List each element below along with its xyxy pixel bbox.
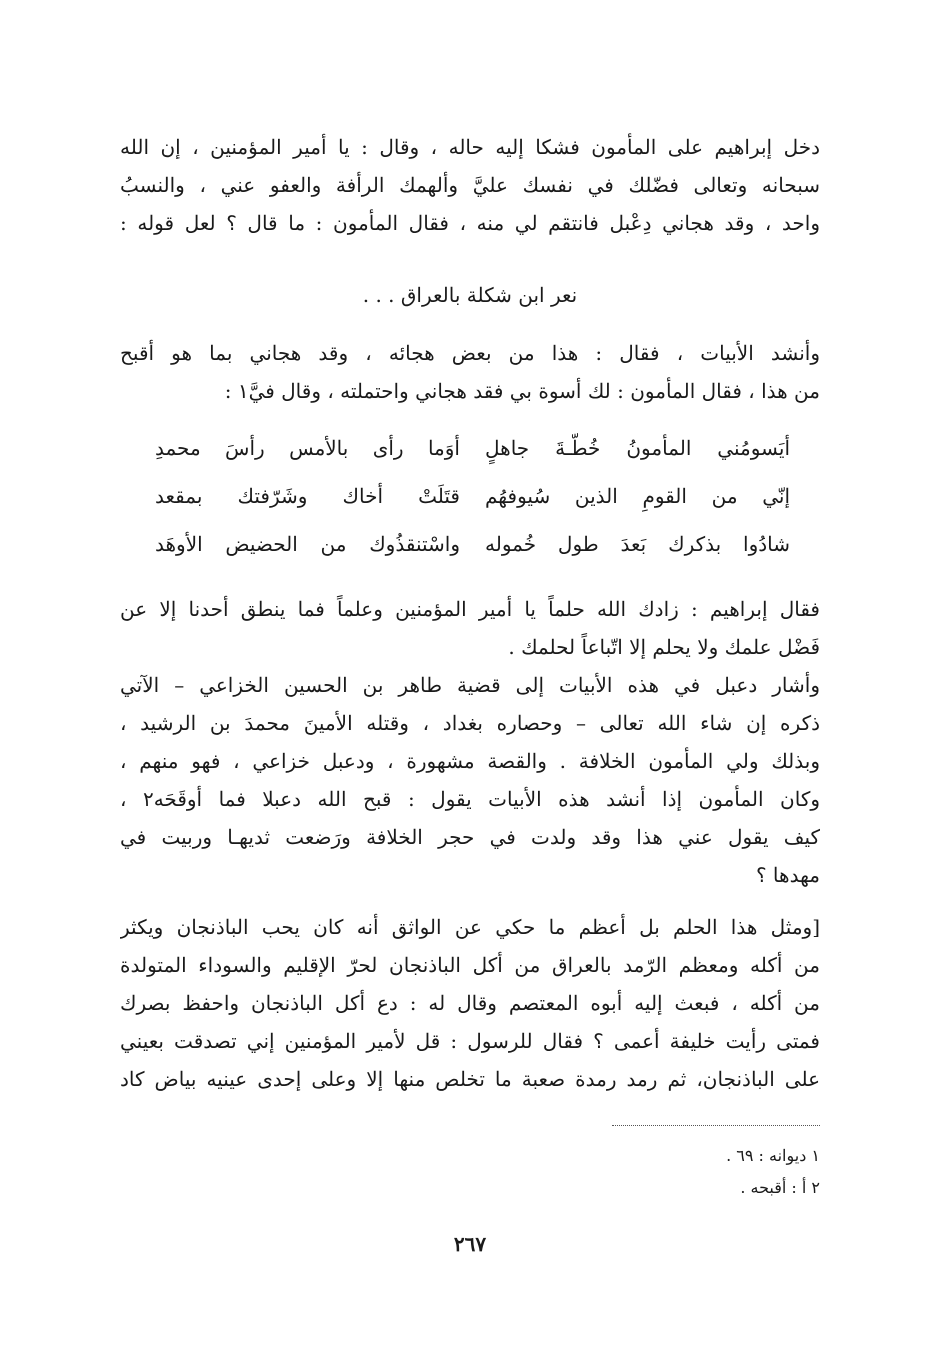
footnote-divider	[612, 1125, 820, 1126]
verse-second-hemistich: أوَما رأى بالأمس رأسَ محمدِ	[155, 436, 460, 460]
verse-second-hemistich: واسْتنقذُوك من الحضيض الأوهَد	[155, 532, 460, 556]
text-line: مهدها ؟	[755, 863, 820, 887]
text-line: فقال إبراهيم : زادك الله حلماً يا أمير المؤمنين وعلماً فما ينطق أحدنا إلا عن	[120, 597, 820, 621]
verse-first-hemistich: شادُوا بذكرك بَعدَ طول خُموله	[485, 532, 790, 556]
paragraph-5	[120, 908, 820, 1098]
text-line: من أكله ، فبعث إليه أبوه المعتصم وقال له : دع أكل الباذنجان واحفظ بصرك	[120, 991, 820, 1015]
verse-first-hemistich: أيَسومُني المأمونُ خُطّـةَ جاهلٍ	[485, 436, 790, 460]
text-line: وبذلك ولي المأمون الخلافة . والقصة مشهورة ، ودعبل خزاعي ، فهو منهم ،	[120, 749, 820, 773]
text-line: دخل إبراهيم على المأمون فشكا إليه حاله ، وقال : يا أمير المؤمنين ، إن الله	[120, 135, 820, 159]
text-line: فمتى رأيت خليفة أعمى ؟ فقال للرسول : قل لأمير المؤمنين إني تصدقت بعيني	[120, 1029, 820, 1053]
text-line: من أكله ومعظم الرّمد بالعراق من أكل الباذنجان لحرّ الإقليم والسوداء المتولدة	[120, 953, 820, 977]
verse-line	[155, 520, 790, 568]
quoted-hemistich: نعر ابن شكلة بالعراق . . .	[362, 283, 578, 307]
text-line: [ومثل هذا الحلم بل أعظم ما حكي عن الواثق أنه كان يحب الباذنجان ويكثر	[120, 915, 820, 939]
text-line: سبحانه وتعالى فضّلك في نفسك عليَّ وألهمك الرأفة والعفو عني ، والنسبُ	[120, 173, 820, 197]
poem-verses	[155, 424, 790, 568]
paragraph-3	[120, 590, 820, 666]
verse-first-hemistich: إنّي من القومِ الذين سُيوفهُم	[485, 484, 790, 508]
text-line: من هذا ، فقال المأمون : لك أسوة بي فقد هجاني واحتملته ، وقال فيَّ١ :	[224, 379, 820, 403]
text-line: وأنشد الأبيات ، فقال : هذا من بعض هجائه ، وقد هجاني بما هو أقبح	[120, 341, 820, 365]
text-line: ذكره إن شاء الله تعالى – وحصاره بغداد ، وقتله الأمينَ محمدَ بن الرشيد ،	[120, 711, 820, 735]
footnotes	[560, 1140, 820, 1204]
paragraph-2	[120, 334, 820, 410]
page-number: ٢٦٧	[453, 1232, 487, 1256]
text-line: وأشار دعبل في هذه الأبيات إلى قضية طاهر بن الحسين الخزاعي – الآتي	[120, 673, 820, 697]
verse-line	[155, 472, 790, 520]
paragraph-4	[120, 666, 820, 894]
footnote: ٢ أ : أقبحه .	[740, 1178, 820, 1197]
text-line: فَضْل علمك ولا يحلم إلا اتّباعاً لحلمك .	[508, 635, 820, 659]
text-line: كيف يقول عني هذا وقد ولدت في حجر الخلافة ورَضعت ثديهـا وربيت في	[120, 825, 820, 849]
footnote: ١ ديوانه : ٦٩ .	[726, 1146, 820, 1165]
verse-line	[155, 424, 790, 472]
text-line: وكان المأمون إذا أنشد هذه الأبيات يقول : قبح الله دعبلا فما أوقَحَه٢ ،	[120, 787, 820, 811]
verse-second-hemistich: قتَلَتْ أخاك وشَرّفتك بمقعد	[155, 484, 460, 508]
paragraph-1	[120, 128, 820, 242]
text-line: على الباذنجان، ثم رمد رمدة صعبة ما تخلص منها إلا وعلى إحدى عينيه بياض كاد	[120, 1067, 820, 1091]
text-line: واحد ، وقد هجاني دِعْبل فانتقم لي منه ، فقال المأمون : ما قال ؟ لعل قوله :	[120, 211, 820, 235]
